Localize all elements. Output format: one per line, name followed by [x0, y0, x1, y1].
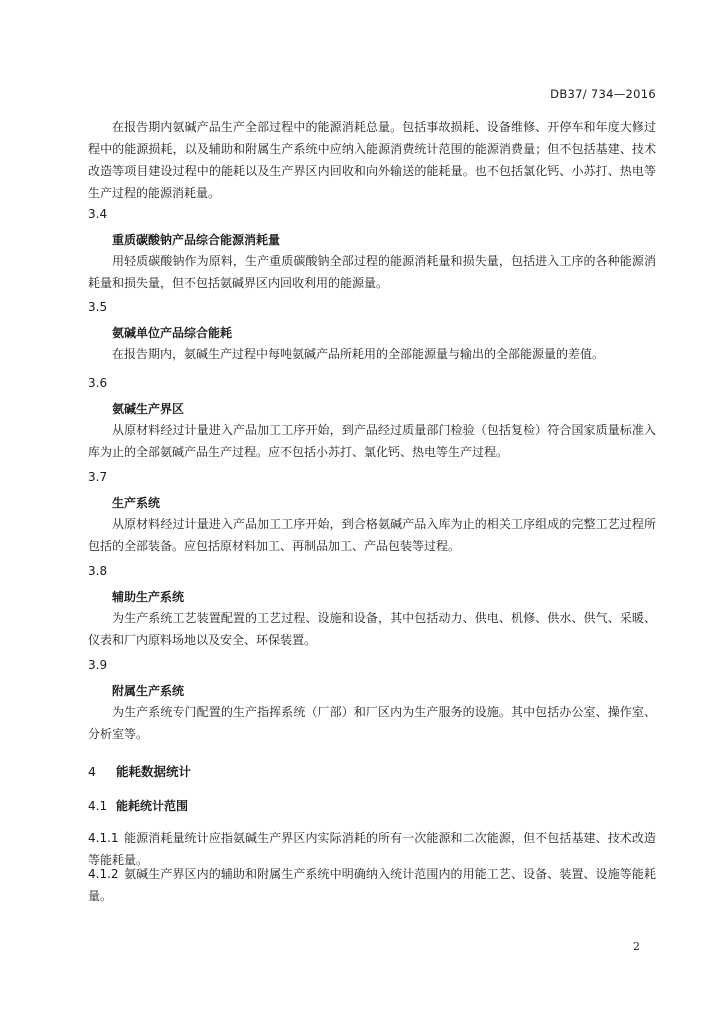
- term-definition-3-5: 在报告期内，氨碱生产过程中每吨氨碱产品所耗用的全部能源量与输出的全部能源量的差值。: [112, 347, 605, 361]
- term-title-3-6: 氨碱生产界区: [112, 402, 185, 416]
- term-definition-3-8: 为生产系统工艺装置配置的工艺过程、设施和设备，其中包括动力、供电、机修、供水、供气、采暖、仪表和厂内原料场地以及安全、环保装置。: [88, 611, 656, 647]
- chapter-number: 4: [88, 764, 96, 779]
- chapter-heading: [88, 761, 656, 783]
- term-title-3-9: 附属生产系统: [112, 684, 185, 698]
- term-title-3-8: 辅助生产系统: [112, 590, 185, 604]
- clause-text-4-1-1: 能源消耗量统计应指氨碱生产界区内实际消耗的所有一次能源和二次能源，但不包括基建、技术改造等能耗量。: [88, 831, 656, 867]
- term-number-3-6: 3.6: [88, 376, 108, 390]
- clause-number-4-1-2: 4.1.2: [88, 867, 119, 881]
- section-number: 4.1: [88, 799, 108, 813]
- term-title-3-4: 重质碳酸钠产品综合能源消耗量: [112, 233, 281, 247]
- term-number-3-5: 3.5: [88, 300, 108, 314]
- clause-text-4-1-2: 氨碱生产界区内的辅助和附属生产系统中明确纳入统计范围内的用能工艺、设备、装置、设施等能耗量。: [88, 867, 656, 903]
- term-definition-3-9: 为生产系统专门配置的生产指挥系统（厂部）和厂区内为生产服务的设施。其中包括办公室、操作室、分析室等。: [88, 705, 656, 741]
- section-title: 能耗统计范围: [116, 799, 189, 813]
- term-title-3-5: 氨碱单位产品综合能耗: [112, 326, 233, 340]
- page-number: 2: [633, 940, 640, 953]
- term-number-3-7: 3.7: [88, 470, 108, 484]
- term-title-3-7: 生产系统: [112, 496, 161, 510]
- clause-number-4-1-1: 4.1.1: [88, 831, 119, 845]
- section-heading: [88, 795, 656, 817]
- term-number-3-4: 3.4: [88, 207, 108, 221]
- term-number-3-9: 3.9: [88, 658, 108, 672]
- clause-4-1-2: [88, 863, 656, 907]
- intro-paragraph: 在报告期内氨碱产品生产全部过程中的能源消耗总量。包括事故损耗、设备维修、开停车和年度大修过程中的能源损耗，以及辅助和附属生产系统中应纳入能源消费统计范围的能源消费量；但不包括基建、技术改造等项目建设过程中的能耗以及生产界区内回收和向外输送的能耗量。也不包括氯化钙、小苏打、热电等生产过程的能源消耗量。: [88, 120, 656, 200]
- term-definition-3-7: 从原材料经过计量进入产品加工工序开始，到合格氨碱产品入库为止的相关工序组成的完整工艺过程所包括的全部装备。应包括原材料加工、再制品加工、产品包装等过程。: [88, 517, 656, 553]
- term-number-3-8: 3.8: [88, 564, 108, 578]
- standard-number: DB37/ 734—2016: [550, 87, 656, 101]
- chapter-title: 能耗数据统计: [116, 764, 192, 779]
- term-definition-3-6: 从原材料经过计量进入产品加工工序开始，到产品经过质量部门检验（包括复检）符合国家质量标准入库为止的全部氨碱产品生产过程。应不包括小苏打、氯化钙、热电等生产过程。: [88, 423, 656, 459]
- term-definition-3-4: 用轻质碳酸钠作为原料，生产重质碳酸钠全部过程的能源消耗量和损失量，包括进入工序的各种能源消耗量和损失量，但不包括氨碱界区内回收利用的能源量。: [88, 254, 656, 290]
